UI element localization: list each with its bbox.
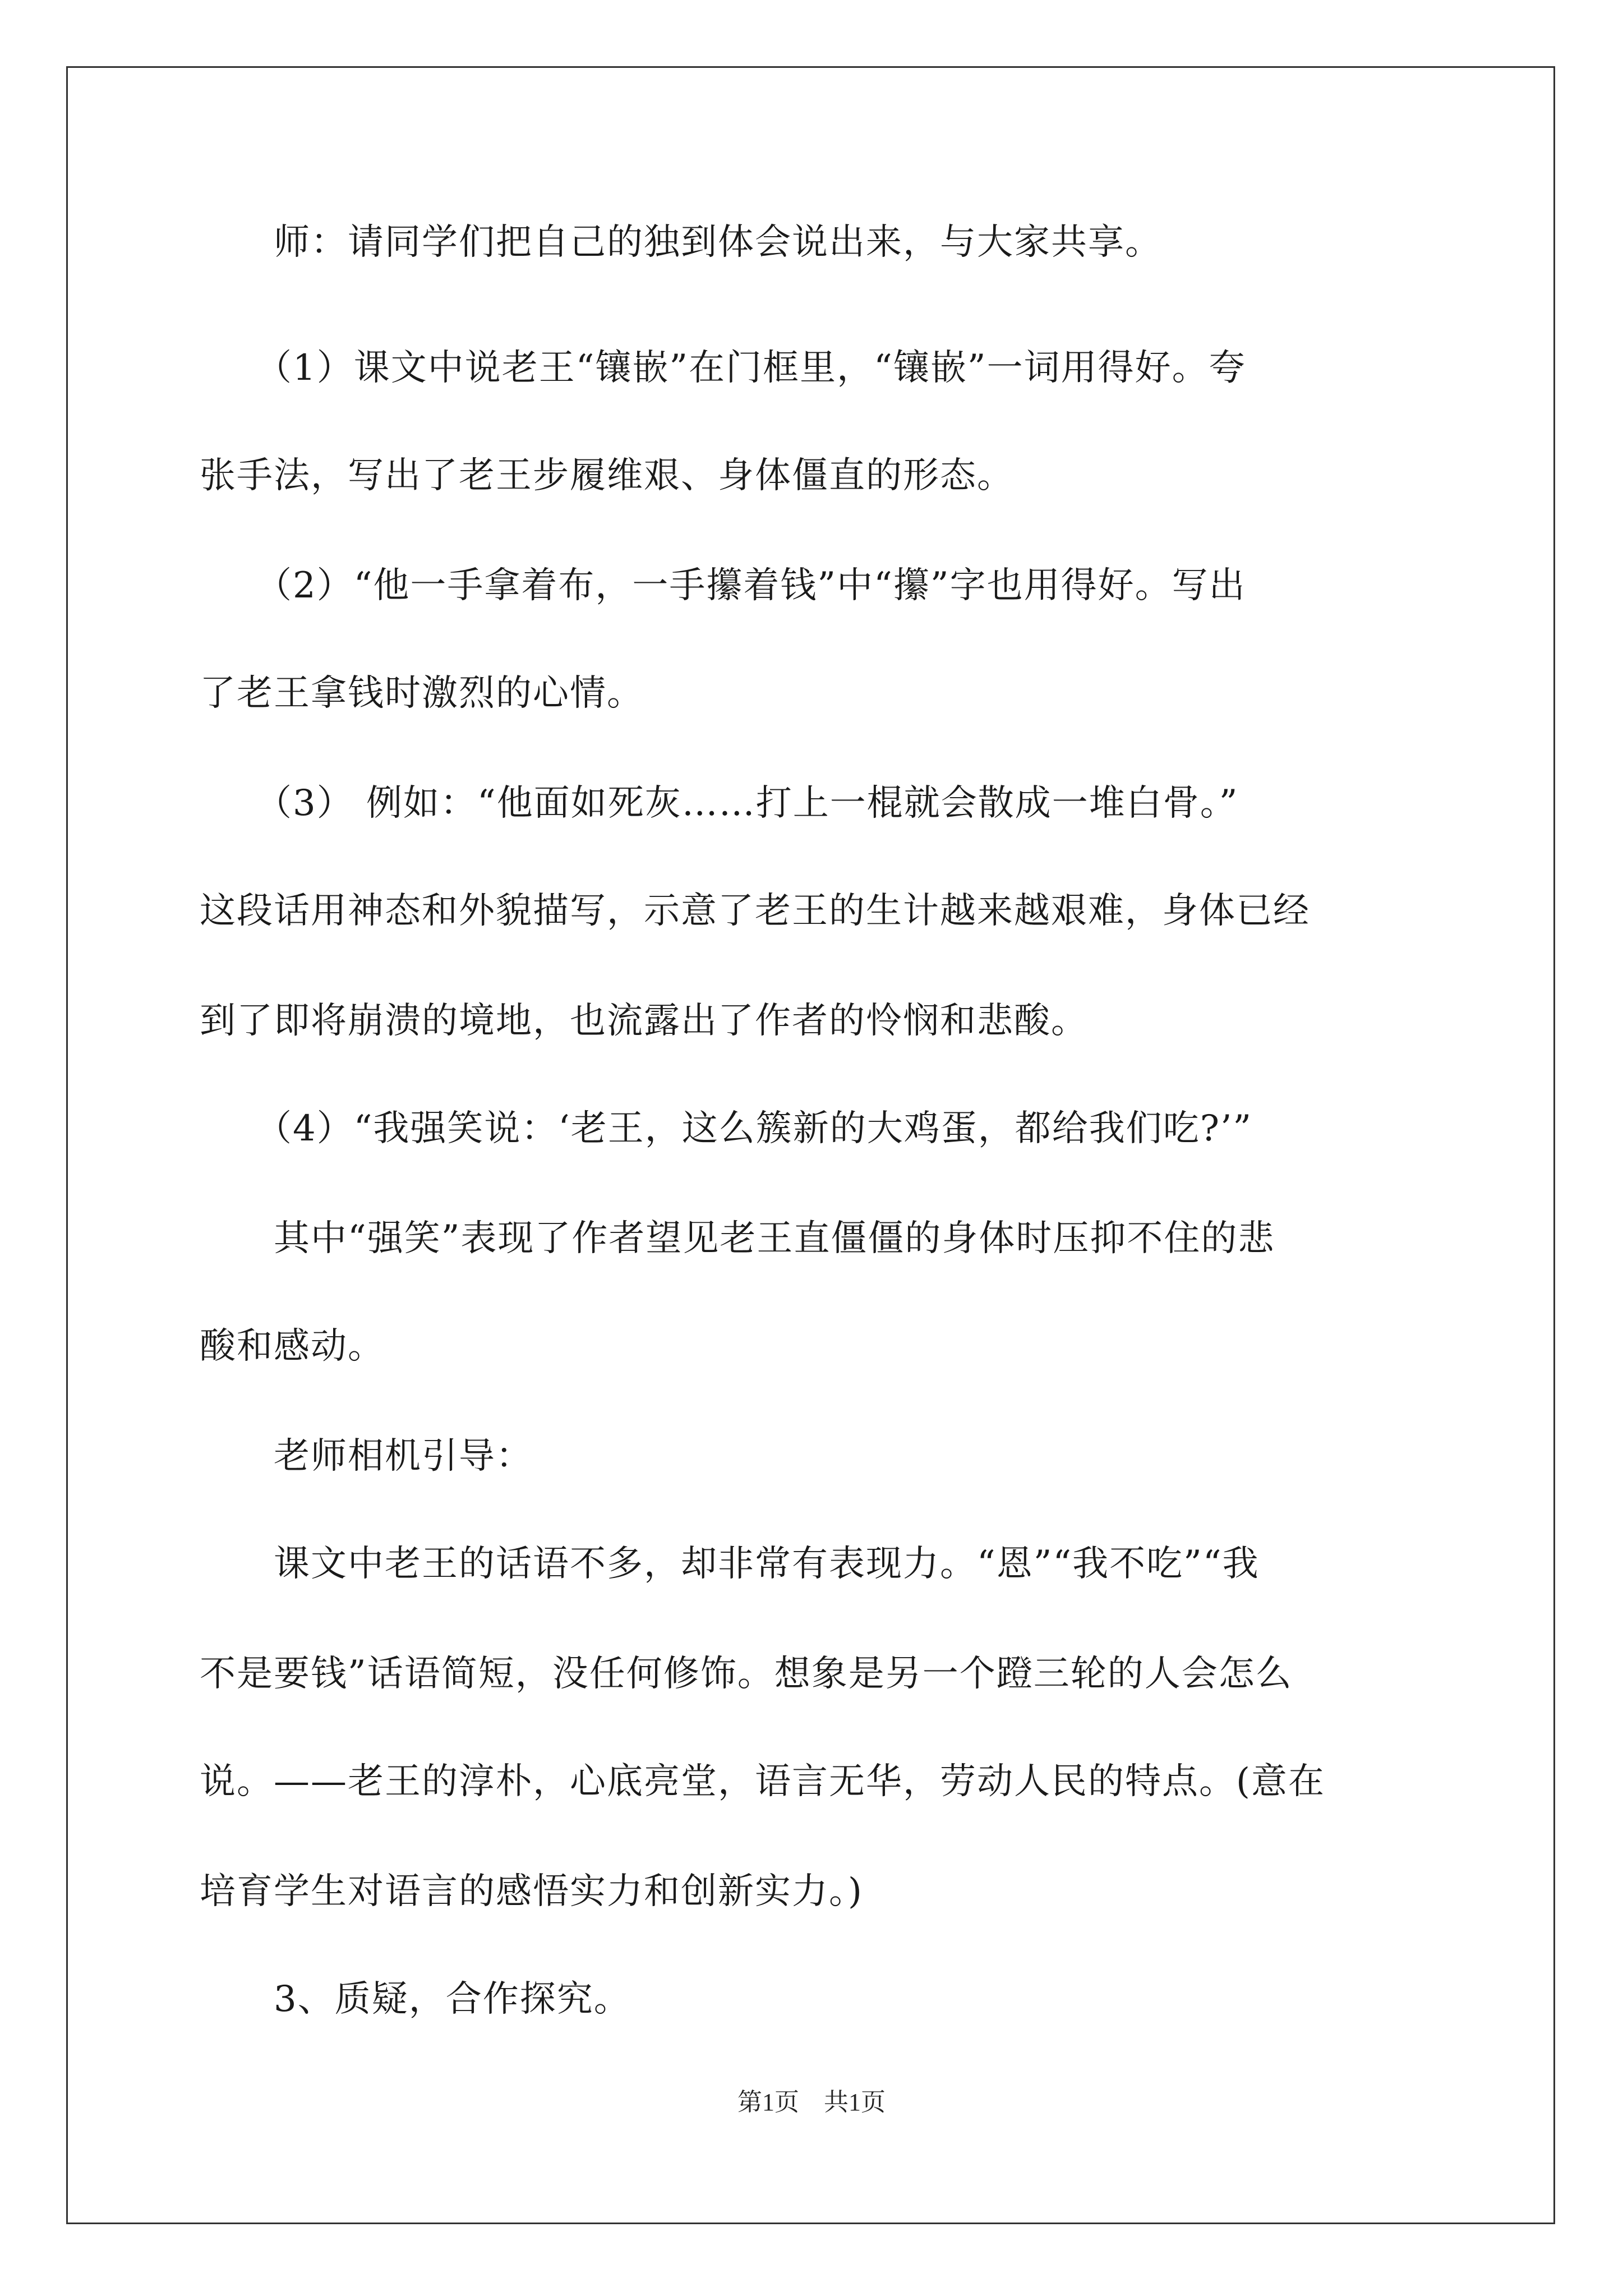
text-line: 老师相机引导： bbox=[200, 1435, 533, 1477]
text-line: 到了即将崩溃的境地，也流露出了作者的怜悯和悲酸。 bbox=[200, 1000, 1088, 1042]
text-line: 课文中老王的话语不多，却非常有表现力。“恩”“我不吃”“我 bbox=[200, 1543, 1260, 1585]
text-line: （1）课文中说老王“镶嵌”在门框里，“镶嵌”一词用得好。夸 bbox=[200, 347, 1246, 389]
text-line: （3） 例如：“他面如死灰……打上一棍就会散成一堆白骨。” bbox=[200, 783, 1239, 824]
text-line: 师：请同学们把自己的独到体会说出来，与大家共享。 bbox=[200, 222, 1162, 263]
text-line: （2）“他一手拿着布，一手攥着钱”中“攥”字也用得好。写出 bbox=[200, 565, 1246, 606]
text-line: 张手法，写出了老王步履维艰、身体僵直的形态。 bbox=[200, 455, 1014, 496]
page-footer: 第1页 共1页 bbox=[737, 2088, 886, 2116]
text-line: 这段话用神态和外貌描写，示意了老王的生计越来越艰难，身体已经 bbox=[200, 890, 1310, 932]
text-line: 不是要钱”话语简短，没任何修饰。想象是另一个蹬三轮的人会怎么 bbox=[200, 1653, 1293, 1695]
text-line: 酸和感动。 bbox=[200, 1326, 385, 1367]
text-line: 了老王拿钱时激烈的心情。 bbox=[200, 673, 644, 714]
text-line: 说。——老王的淳朴，心底亮堂，语言无华，劳动人民的特点。(意在 bbox=[200, 1761, 1325, 1802]
text-line: 其中“强笑”表现了作者望见老王直僵僵的身体时压抑不住的悲 bbox=[200, 1218, 1275, 1259]
text-line: 3、质疑，合作探究。 bbox=[200, 1978, 631, 2020]
text-line: （4）“我强笑说：‘老王，这么簇新的大鸡蛋，都给我们吃?’” bbox=[200, 1108, 1253, 1149]
text-line: 培育学生对语言的感悟实力和创新实力。) bbox=[200, 1871, 863, 1912]
